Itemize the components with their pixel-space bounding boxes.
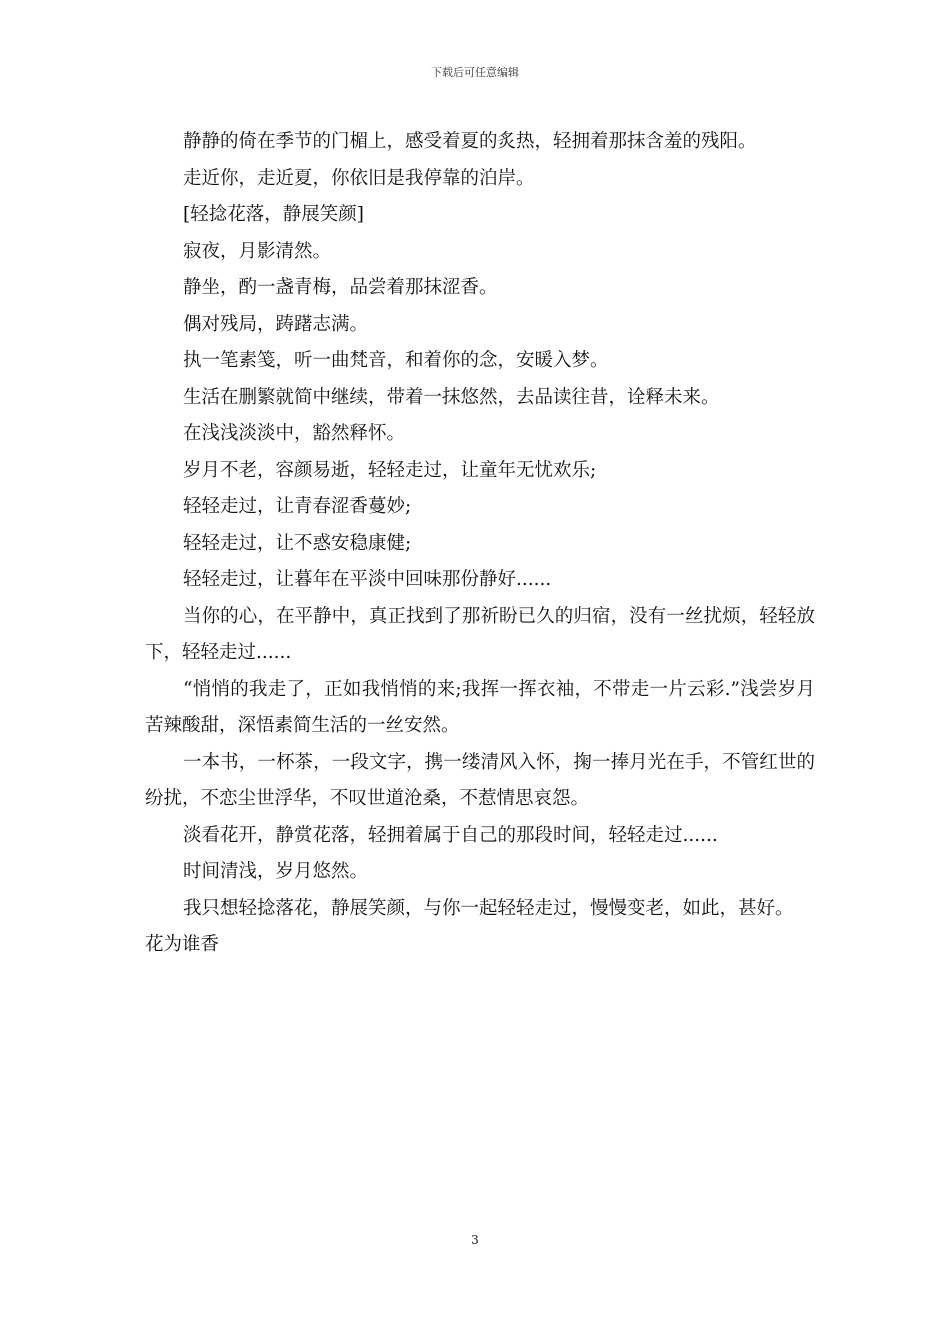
paragraph: 轻轻走过，让不惑安稳康健; [183,532,412,554]
trailing-title: 花为谁香 [145,934,220,955]
section-heading: [轻捻花落，静展笑颜] [183,204,364,225]
paragraph: 当你的心，在平静中，真正找到了那祈盼已久的归宿，没有一丝扰烦，轻轻放下，轻轻走过...... [145,605,815,663]
paragraph: 偶对残局，踌躇志满。 [183,313,369,335]
paragraph: 寂夜，月影清然。 [183,240,332,262]
paragraph: 淡看花开，静赏花落，轻拥着属于自己的那段时间，轻轻走过...... [183,824,718,846]
paragraph: 岁月不老，容颜易逝，轻轻走过，让童年无忧欢乐; [183,459,597,481]
paragraph: 在浅浅淡淡中，豁然释怀。 [183,423,406,444]
paragraph: 执一笔素笺，听一曲梵音，和着你的念，安暖入梦。 [183,350,609,371]
paragraph: 一本书，一杯茶，一段文字，携一缕清风入怀，掬一捧月光在手，不管红世的纷扰，不恋尘世浮华，不叹世道沧桑，不惹情思哀怨。 [145,751,815,809]
page-header: 下载后可任意编辑 [431,66,519,79]
paragraph: 时间清浅，岁月悠然。 [183,861,369,882]
paragraph: 轻轻走过，让青春涩香蔓妙; [183,496,412,517]
paragraph: “悄悄的我走了，正如我悄悄的来;我挥一挥衣袖，不带走一片云彩.”浅尝岁月苦辣酸甜，深悟素简生活的一丝安然。 [145,678,815,736]
paragraph: 我只想轻捻落花，静展笑颜，与你一起轻轻走过，慢慢变老，如此，甚好。 [183,897,794,919]
paragraph: 走近你，走近夏，你依旧是我停靠的泊岸。 [183,167,535,189]
paragraph: 静静的倚在季节的门楣上，感受着夏的炙热，轻拥着那抹含羞的残阳。 [183,131,757,152]
page-number: 3 [471,1233,479,1247]
document-body [145,124,815,964]
paragraph: 静坐，酌一盏青梅，品尝着那抹涩香。 [183,277,498,298]
paragraph: 轻轻走过，让暮年在平淡中回味那份静好...... [183,569,552,590]
paragraph: 生活在删繁就简中继续，带着一抹悠然，去品读往昔，诠释未来。 [183,386,720,408]
